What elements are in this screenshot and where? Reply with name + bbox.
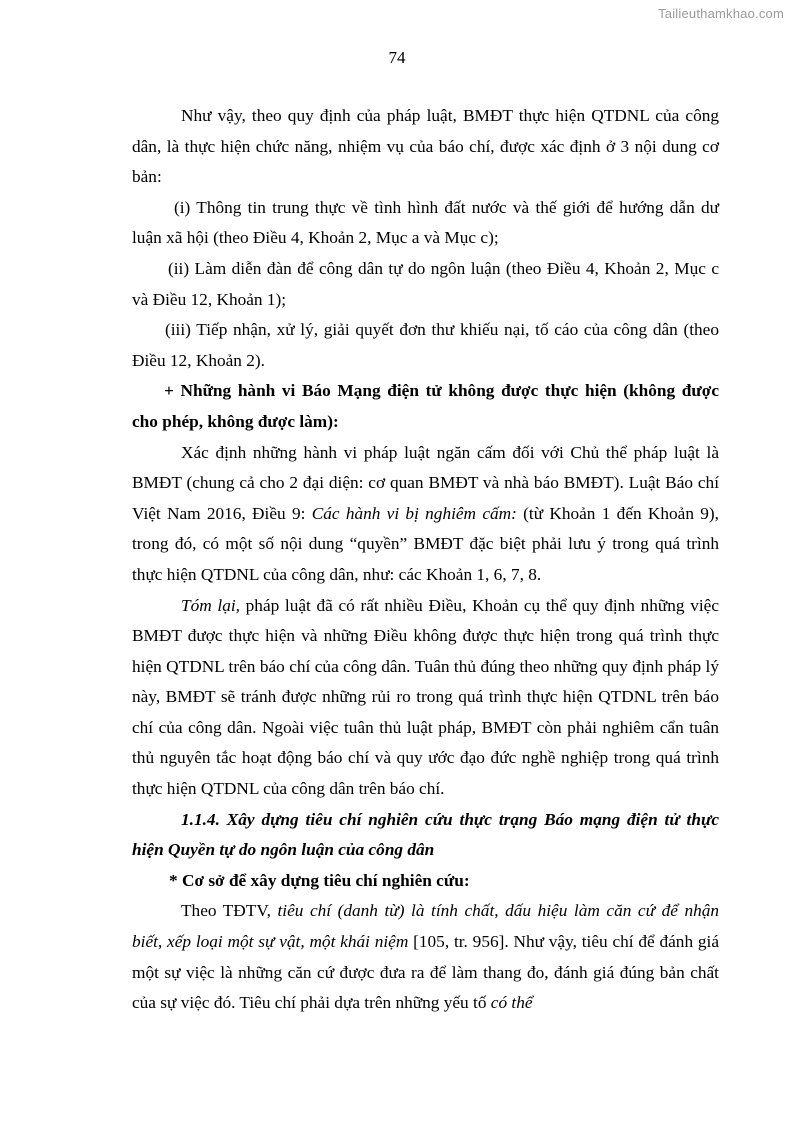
italic-run: Các hành vi bị nghiêm cấm: [311,503,517,523]
text-run: Theo TĐTV, [181,901,278,921]
italic-run: Tóm lại, [181,595,240,615]
paragraph-conclusion [132,591,719,805]
watermark: Tailieuthamkhao.com [658,6,784,21]
paragraph-item-iii: (iii) Tiếp nhận, xử lý, giải quyết đơn thư khiếu nại, tố cáo của công dân (theo Điều 12, Khoản 2). [132,320,719,370]
text-run: (từ Khoản 1 đến Khoản 9), trong đó, có một số nội dung “quyền” BMĐT đặc biệt phải lưu ý trong quá trình thực hiện QTDNL của công dân, như: các Khoản 1, 6, 7, 8. [132,503,719,584]
section-heading-prohibited: + Những hành vi Báo Mạng điện tử không được thực hiện (không được cho phép, không được làm): [132,381,719,431]
section-heading-1-1-4: 1.1.4. Xây dựng tiêu chí nghiên cứu thực trạng Báo mạng điện tử thực hiện Quyền tự do ngôn luận của công dân [132,809,719,860]
text-run: pháp luật đã có rất nhiều Điều, Khoản cụ thể quy định những việc BMĐT được thực hiện và những Điều không được thực hiện trong quá trình thực hiện QTDNL trên báo chí của công dân. Tuân thủ đúng theo những quy định pháp lý này, BMĐT sẽ tránh được những rủi ro trong quá trình thực hiện QTDNL trên báo chí của công dân. Ngoài việc tuân thủ luật pháp, BMĐT còn phải nghiêm cẩn tuân thủ nguyên tắc hoạt động báo chí và quy ước đạo đức nghề nghiệp trong quá trình thực hiện QTDNL của công dân trên báo chí. [132,595,719,799]
italic-run: tiêu chí (danh từ) là tính chất, dấu hiệu làm căn cứ để nhận biết, xếp loại một sự vật, một khái niệm [132,901,720,952]
page-number: 74 [388,48,406,67]
paragraph-summary: Như vậy, theo quy định của pháp luật, BMĐT thực hiện QTDNL của công dân, là thực hiện chức năng, nhiệm vụ của báo chí, được xác định ở 3 nội dung cơ bản: [132,106,719,187]
paragraph-prohibited-acts [132,438,719,591]
text-run: [105, tr. 956]. Như vậy, tiêu chí để đánh giá một sự việc là những căn cứ được đưa ra để làm thang đo, đánh giá đúng bản chất của sự việc đó. Tiêu chí phải dựa trên những yếu tố [132,932,720,1013]
page-body [132,101,719,1019]
paragraph-criteria-definition [132,896,719,1018]
paragraph-item-i: (i) Thông tin trung thực về tình hình đất nước và thế giới để hướng dẫn dư luận xã hội (theo Điều 4, Khoản 2, Mục a và Mục c); [132,197,719,248]
text-run: Xác định những hành vi pháp luật ngăn cấm đối với Chủ thể pháp luật là BMĐT (chung cả cho 2 đại diện: cơ quan BMĐT và nhà báo BMĐT). Luật Báo chí Việt Nam 2016, Điều 9: [132,442,719,523]
paragraph-item-ii: (ii) Làm diễn đàn để công dân tự do ngôn luận (theo Điều 4, Khoản 2, Mục c và Điều 12, Khoản 1); [132,258,719,309]
subheading-criteria-basis: * Cơ sở để xây dựng tiêu chí nghiên cứu: [169,870,470,890]
italic-run: có thể [490,993,533,1013]
